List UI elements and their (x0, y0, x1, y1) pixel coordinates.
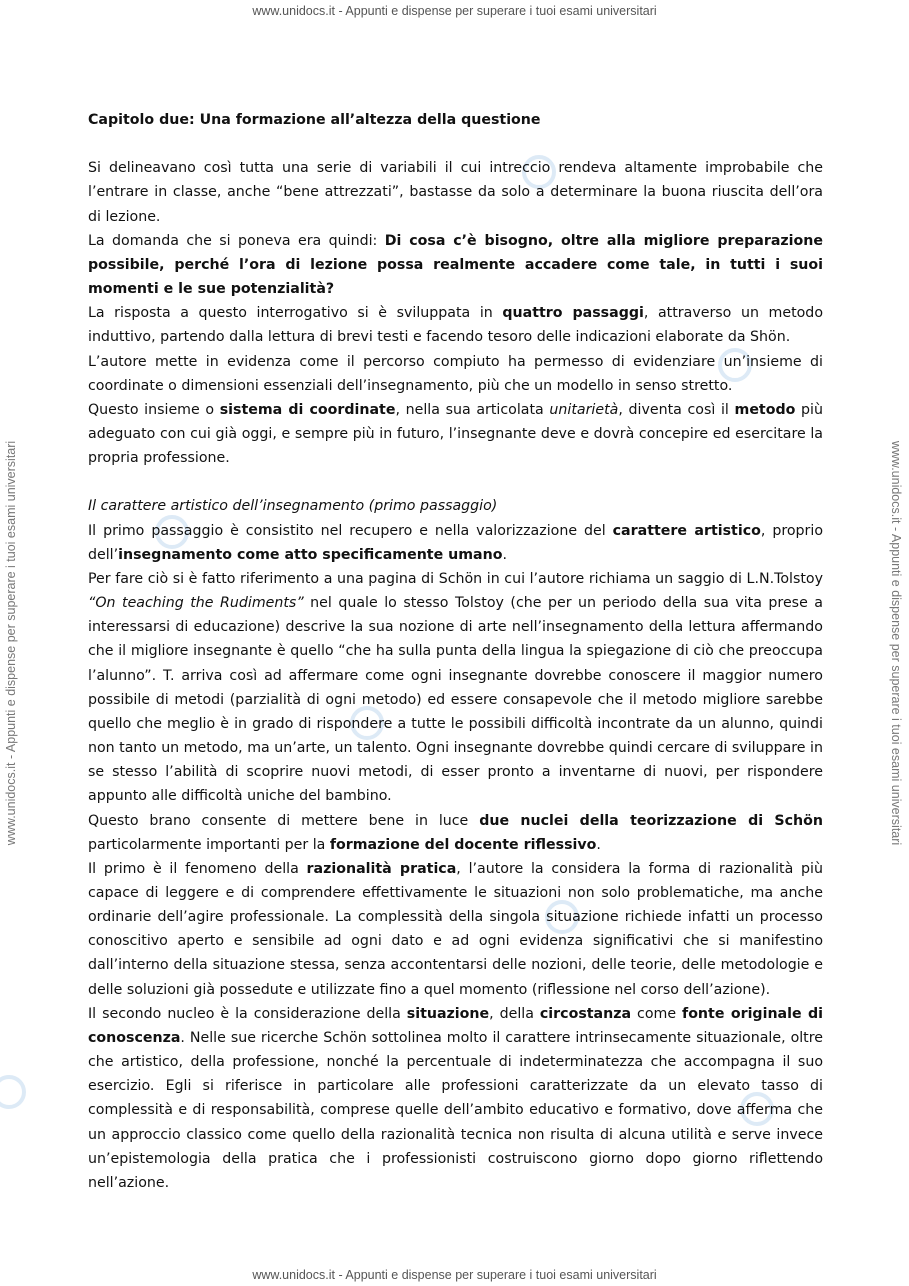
paragraph-text: . (596, 836, 601, 853)
watermark-side-right-text: www.unidocs.it - Appunti e dispense per superare i tuoi esami universitari (889, 440, 903, 846)
paragraph-text: particolarmente importanti per la (88, 836, 330, 853)
paragraph (88, 156, 823, 228)
paragraph-text: come (631, 1005, 683, 1022)
paragraph (88, 350, 823, 398)
paragraph-text: , diventa così il (618, 401, 735, 418)
emphasis: due nuclei della teorizzazione di Schön (479, 812, 823, 829)
emphasis: situazione (406, 1005, 490, 1022)
emphasis: carattere artistico (612, 522, 761, 539)
section-title: Il carattere artistico dell’insegnamento (primo passaggio) (88, 498, 498, 515)
watermark-header: www.unidocs.it - Appunti e dispense per superare i tuoi esami universitari (252, 4, 657, 18)
paragraph-text: Questo insieme o (88, 401, 220, 418)
paragraph-gap (88, 470, 823, 494)
emphasis: fonte originale di conoscenza (88, 1005, 824, 1046)
emphasis: formazione del docente riflessivo (329, 836, 597, 853)
watermark-logo-icon (0, 1075, 26, 1109)
chapter-title: Capitolo due: Una formazione all’altezza della questione (88, 112, 541, 128)
emphasis: quattro passaggi (502, 305, 644, 322)
italic-title: “On teaching the Rudiments” (88, 595, 304, 612)
paragraph (88, 809, 823, 857)
paragraph-text: , nella sua articolata (395, 401, 550, 418)
paragraph-text: Il primo è il fenomeno della (88, 860, 307, 877)
paragraph (88, 398, 823, 470)
paragraph (88, 519, 823, 567)
emphasis: razionalità pratica (306, 860, 457, 877)
paragraph-text: Il primo passaggio è consistito nel recupero e nella valorizzazione del (88, 522, 613, 539)
document-body (88, 108, 823, 1195)
paragraph-text: , proprio dell’ (88, 522, 823, 563)
paragraph-text: . Nelle sue ricerche Schön sottolinea molto il carattere intrinsecamente situazionale, oltre che artistico, della professione, nonché la percentuale di indeterminatezza che accompagna il suo esercizio. Egli si riferisce in particolare alle professioni caratterizzate da un elevato tasso di complessità e di responsabilità, comprese quelle dell’ambito educativo e formativo, dove afferma che un approccio classico come quello della razionalità tecnica non risulta di alcuna utilità e serve invece un’epistemologia della pratica che i professionisti costruiscono giorno dopo giorno riflettendo nell’azione. (88, 1029, 823, 1191)
paragraph-text: La domanda che si poneva era quindi: (88, 232, 385, 249)
emphasis: sistema di coordinate (219, 401, 396, 418)
emphasis: circostanza (539, 1005, 632, 1022)
paragraph-gap (88, 132, 823, 156)
paragraph-text: Il secondo nucleo è la considerazione della (88, 1005, 407, 1022)
paragraph-text: , l’autore la considera la forma di razionalità più capace di leggere e di comprendere effettivamente le situazioni non solo problematiche, ma anche ordinarie dell’agire professionale. La complessità della singola situazione richiede infatti un processo conoscitivo aperto e sensibile ad ogni dato e ad ogni evidenza significativi che si manifestino dall’interno della situazione stessa, senza accontentarsi delle nozioni, delle teorie, delle metodologie e delle soluzioni già possedute e utilizzate fino a quel momento (riflessione nel corso dell’azione). (88, 860, 823, 998)
paragraph-text: La risposta a questo interrogativo si è sviluppata in (88, 305, 503, 322)
paragraph (88, 229, 823, 301)
watermark-footer: www.unidocs.it - Appunti e dispense per superare i tuoi esami universitari (252, 1268, 657, 1282)
italic-term: unitarietà (549, 401, 619, 418)
paragraph (88, 1002, 823, 1195)
paragraph-text: Per fare ciò si è fatto riferimento a una pagina di Schön in cui l’autore richiama un saggio di L.N.Tolstoy (88, 570, 823, 587)
paragraph (88, 567, 823, 809)
paragraph-text: Questo brano consente di mettere bene in luce (88, 812, 480, 829)
emphasis: insegnamento come atto specificamente umano (118, 546, 503, 563)
paragraph (88, 857, 823, 1002)
paragraph-text: , attraverso un metodo induttivo, partendo dalla lettura di brevi testi e facendo tesoro delle indicazioni elaborate da Shön. (88, 305, 823, 346)
paragraph (88, 301, 823, 349)
paragraph-text: . (502, 546, 507, 563)
paragraph-text: , della (489, 1005, 540, 1022)
paragraph-text: L’autore mette in evidenza come il percorso compiuto ha permesso di evidenziare un’insieme di coordinate o dimensioni essenziali dell’insegnamento, più che un modello in senso stretto. (88, 353, 823, 394)
paragraph-text: più adeguato con cui già oggi, e sempre più in futuro, l’insegnante deve e dovrà concepire ed esercitare la propria professione. (88, 401, 823, 467)
paragraph-text: Si delineavano così tutta una serie di variabili il cui intreccio rendeva altamente improbabile che l’entrare in classe, anche “bene attrezzati”, bastasse da solo a determinare la buona riuscita dell’ora di lezione. (88, 160, 823, 225)
watermark-side-left-text: www.unidocs.it - Appunti e dispense per superare i tuoi esami universitari (4, 440, 18, 846)
paragraph-text: nel quale lo stesso Tolstoy (che per un periodo della sua vita prese a interessarsi di educazione) descrive la sua nozione di arte nell’insegnamento della lettura affermando che il migliore insegnante è quello “che ha sulla punta della lingua la spiegazione di ciò che preoccupa l’alunno”. T. arriva così ad affermare come ogni insegnante dovrebbe conoscere il maggior numero possibile di metodi (parzialità di ogni metodo) ed essere consapevole che il metodo migliore sarebbe quello che meglio è in grado di rispondere a tutte le possibili difficoltà incontrate da un alunno, quindi non tanto un metodo, ma un’arte, un talento. Ogni insegnante dovrebbe quindi cercare di sviluppare in se stesso l’abilità di scoprire nuovi metodi, di esser pronto a inventarne di nuovi, per rispondere appunto alle difficoltà uniche del bambino. (88, 595, 823, 805)
emphasis: metodo (734, 401, 796, 418)
key-question: Di cosa c’è bisogno, oltre alla migliore preparazione possibile, perché l’ora di lezione possa realmente accadere come tale, in tutti i suoi momenti e le sue potenzialità? (88, 232, 823, 298)
